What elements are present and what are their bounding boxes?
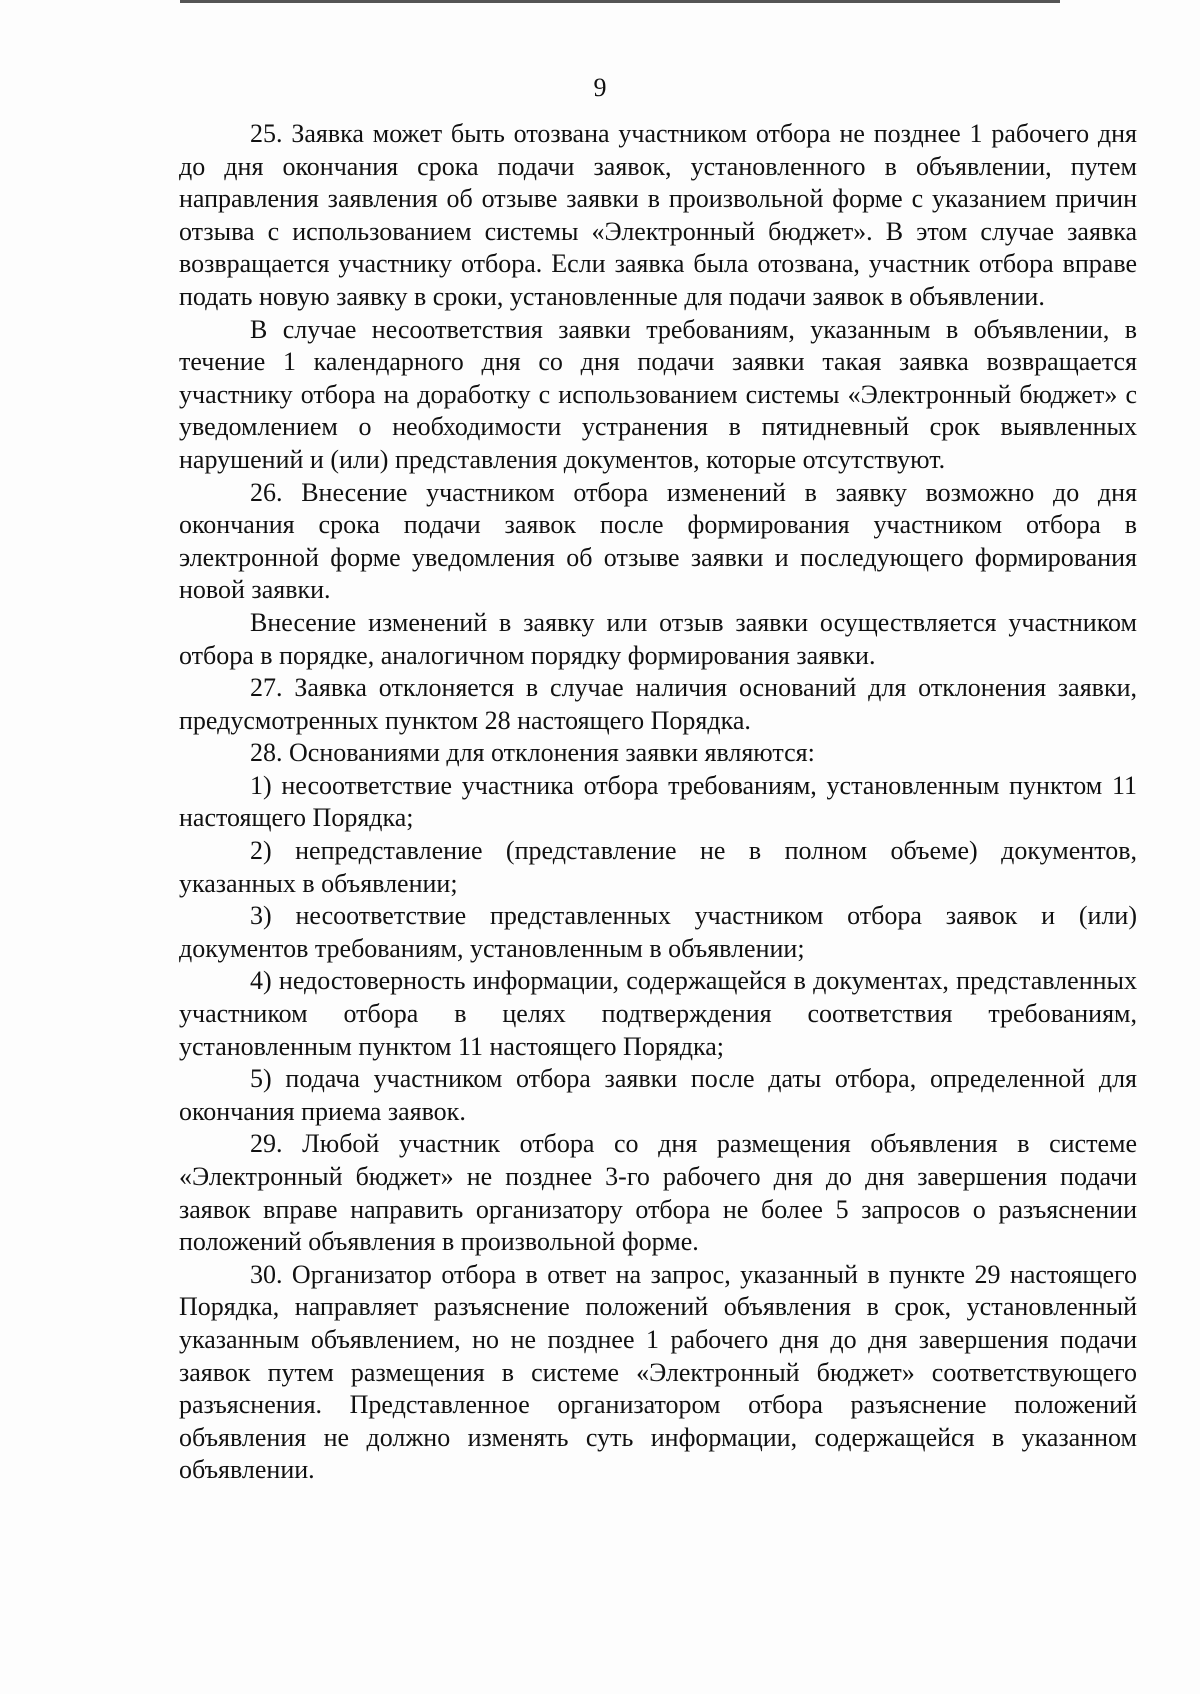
paragraph-28: 28. Основаниями для отклонения заявки являются: [250,738,815,768]
list-item-4: 4) недостоверность информации, содержащейся в документах, представленных участником отбора в целях подтверждения соответствия требованиям, установленным пунктом 11 настоящего Порядка; [179,966,1137,1061]
list-item-5: 5) подача участником отбора заявки после даты отбора, определенной для окончания приема заявок. [179,1064,1137,1126]
list-item-3: 3) несоответствие представленных участником отбора заявок и (или) документов требованиям, установленным в объявлении; [179,901,1137,963]
paragraph-30: 30. Организатор отбора в ответ на запрос, указанный в пункте 29 настоящего Порядка, направляет разъяснение положений объявления в срок, установленный указанным объявлением, но не позднее 1 рабочего дня до дня завершения подачи заявок путем размещения в системе «Электронный бюджет» соответствующего разъяснения. Представленное организатором отбора разъяснение положений объявления не должно изменять суть информации, содержащейся в указанном объявлении. [179,1259,1137,1485]
paragraph-26: 26. Внесение участником отбора изменений в заявку возможно до дня окончания срока подачи заявок после формирования участником отбора в электронной форме уведомления об отзыве заявки и последующего формирования новой заявки. [179,477,1137,605]
paragraph-27: 27. Заявка отклоняется в случае наличия оснований для отклонения заявки, предусмотренных пунктом 28 настоящего Порядка. [179,673,1137,735]
document-body [179,118,1137,1487]
list-item-2: 2) непредставление (представление не в полном объеме) документов, указанных в объявлении; [179,836,1137,898]
paragraph-26-changes: Внесение изменений в заявку или отзыв заявки осуществляется участником отбора в порядке, аналогичном порядку формирования заявки. [179,607,1137,670]
paragraph-29: 29. Любой участник отбора со дня размещения объявления в системе «Электронный бюджет» не позднее 3-го рабочего дня до дня завершения подачи заявок вправе направить организатору отбора не более 5 запросов о разъяснении положений объявления в произвольной форме. [179,1129,1137,1257]
paragraph-25: 25. Заявка может быть отозвана участником отбора не позднее 1 рабочего дня до дня окончания срока подачи заявок, установленного в объявлении, путем направления заявления об отзыве заявки в произвольной форме с указанием причин отзыва с использованием системы «Электронный бюджет». В этом случае заявка возвращается участнику отбора. Если заявка была отозвана, участник отбора вправе подать новую заявку в сроки, установленные для подачи заявок в объявлении. [179,119,1137,311]
scan-top-edge [180,0,1060,3]
list-item-1: 1) несоответствие участника отбора требованиям, установленным пунктом 11 настоящего Порядка; [179,770,1137,833]
paragraph-25-return: В случае несоответствия заявки требованиям, указанным в объявлении, в течение 1 календарного дня со дня подачи заявки такая заявка возвращается участнику отбора на доработку с использованием системы «Электронный бюджет» с уведомлением о необходимости устранения в пятидневный срок выявленных нарушений и (или) представления документов, которые отсутствуют. [179,314,1137,474]
page-number: 9 [593,73,607,102]
